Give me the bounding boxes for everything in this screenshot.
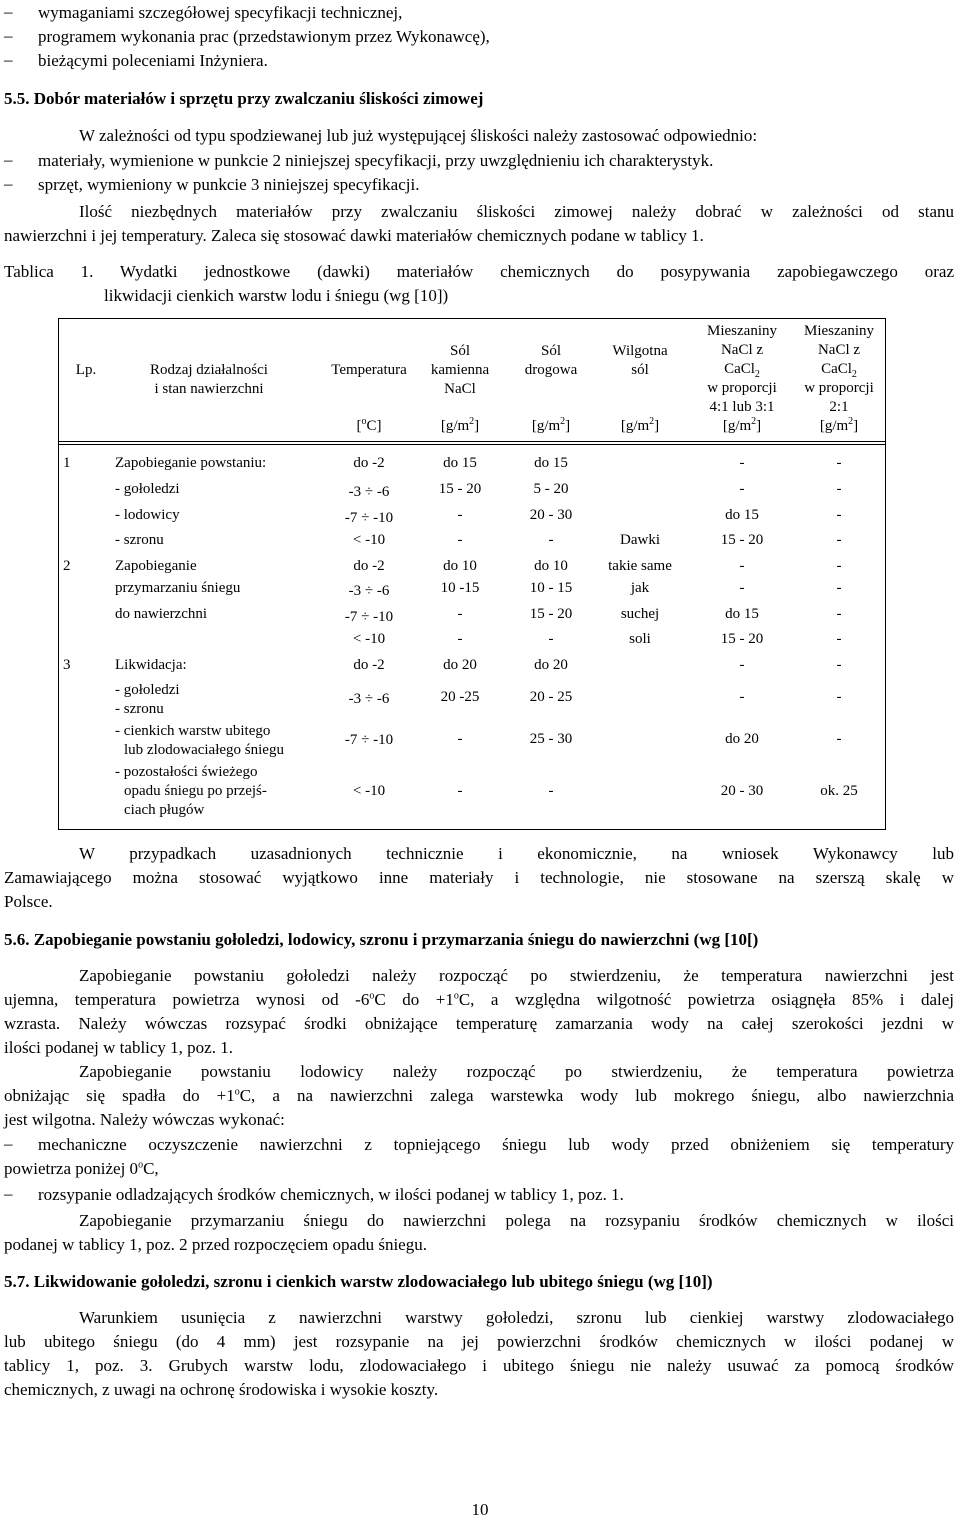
table-divider [59,444,885,445]
header-mieszaniny-4-1: Mieszaniny NaCl z CaCl$_2$ w proporcji 4:1 lub 3:1 [707,323,777,415]
dash-marker: – [4,150,13,169]
cell-mix2: - [836,507,842,523]
cell-mix1: 20 - 30 [720,783,764,799]
cell-temp: -7 ÷ -10 [344,510,394,526]
cell-sol-drogowa: do 20 [534,657,568,673]
paragraph-line: W zależności od typu spodziewanej lub już występującej śliskości należy zastosować odpowiednio: [79,126,758,145]
paragraph-line: Ilość niezbędnych materiałów przy zwalczaniu śliskości zimowej należy dobrać w zależności od stanu [79,202,954,221]
cell-sol-drogowa: - [548,532,554,548]
cell-mix1: - [739,481,745,497]
row-label: - lodowicy [115,507,180,523]
cell-sol-kamienna: - [457,731,463,747]
header-temp-unit: [$^o$C] [356,416,382,434]
bullet-text: sprzęt, wymieniony w punkcie 3 niniejszej specyfikacji. [38,175,420,194]
cell-mix1: - [739,657,745,673]
bullet-text: programem wykonania prac (przedstawionym przez Wykonawcę), [38,27,490,46]
cell-sol-drogowa: 20 - 30 [529,507,573,523]
bullet-text: rozsypanie odladzających środków chemicznych, w ilości podanej w tablicy 1, poz. 1. [38,1185,624,1204]
cell-temp: -3 ÷ -6 [348,484,390,500]
paragraph-line: Zamawiającego można stosować wyjątkowo inne materiały i technologie, nie stosowane na szerszą skalę w [4,868,954,887]
cell-sol-drogowa: do 15 [534,455,568,471]
cell-mix2: - [836,558,842,574]
section-heading: 5.7. Likwidowanie gołoledzi, szronu i cienkich warstw zlodowaciałego lub ubitego śniegu (wg [10]) [4,1272,713,1291]
cell-temp: -7 ÷ -10 [344,732,394,748]
cell-mix1: do 20 [725,731,759,747]
cell-sol-kamienna: - [457,507,463,523]
table-caption: Tablica 1. Wydatki jednostkowe (dawki) materiałów chemicznych do posypywania zapobiegawczego oraz [4,262,954,281]
cell-mix2: - [836,731,842,747]
cell-mix2: - [836,606,842,622]
cell-sol-kamienna: do 20 [443,657,477,673]
cell-wilgotna-sol: takie same [608,558,672,574]
table-caption: likwidacji cienkich warstw lodu i śniegu (wg [10]) [104,286,449,305]
cell-sol-kamienna: - [457,783,463,799]
paragraph-line: ujemna, temperatura powietrza wynosi od -6$^o$C do $+1^oC$, a względna wilgotność powietrza osiągnęła 85% i dalej [4,990,954,1009]
cell-temp: < -10 [352,532,386,548]
cell-sol-kamienna: 15 - 20 [438,481,482,497]
cell-mix2: - [836,481,842,497]
cell-mix1: 15 - 20 [720,631,764,647]
cell-temp: do -2 [353,558,385,574]
cell-mix1: - [739,455,745,471]
cell-sol-kamienna: - [457,532,463,548]
paragraph-line: Polsce. [4,892,53,911]
header-lp: Lp. [75,362,97,378]
dash-marker: – [4,50,13,69]
cell-sol-drogowa: 25 - 30 [529,731,573,747]
cell-mix1: do 15 [725,507,759,523]
cell-sol-kamienna: 20 -25 [440,689,480,705]
dash-marker: – [4,174,13,193]
paragraph-line: lub ubitego śniegu (do 4 mm) jest rozsypanie na jej powierzchni środków chemicznych w ilości podanej w [4,1332,954,1351]
cell-mix2: ok. 25 [820,783,858,799]
paragraph-line: podanej w tablicy 1, poz. 2 przed rozpoczęciem opadu śniegu. [4,1235,427,1254]
cell-mix2: - [836,455,842,471]
cell-wilgotna-sol: jak [630,580,650,596]
row-label: Zapobieganie powstaniu: [115,455,267,471]
cell-lp: 3 [63,657,71,673]
row-label: przymarzaniu śniegu [115,580,241,596]
cell-sol-kamienna: - [457,631,463,647]
paragraph-line: nawierzchni i jej temperatury. Zaleca się stosować dawki materiałów chemicznych podane w tablicy 1. [4,226,704,245]
header-unit: $[g/m^2]$ [722,416,762,434]
header-rodzaj: Rodzaj działalności i stan nawierzchni [150,362,268,397]
cell-wilgotna-sol: suchej [620,606,660,622]
cell-mix2: - [836,657,842,673]
table-divider [59,441,885,442]
header-sol-drogowa: Sól drogowa [524,343,578,378]
cell-temp: < -10 [352,631,386,647]
paragraph-line: wzrasta. Należy wówczas rozsypać środki obniżające temperaturę zamarzania wody na całej szerokości jezdni w [4,1014,954,1033]
paragraph-line: Warunkiem usunięcia z nawierzchni warstwy gołoledzi, szronu lub cienkiej warstwy zlodowaciałego [79,1308,954,1327]
bullet-text: bieżącymi poleceniami Inżyniera. [38,51,268,70]
header-unit: $[g/m^2]$ [620,416,660,434]
row-label: - cienkich warstw ubitego lub zlodowaciałego śniegu [115,723,284,758]
row-label: - gołoledzi [115,481,180,497]
cell-sol-drogowa: do 10 [534,558,568,574]
row-label: - gołoledzi - szronu [115,682,180,717]
header-mieszaniny-2-1: Mieszaniny NaCl z CaCl$_2$ w proporcji 2:1 [804,323,874,415]
cell-temp: do -2 [353,455,385,471]
cell-wilgotna-sol: Dawki [620,532,660,548]
header-temperatura: Temperatura [331,362,407,378]
row-label: do nawierzchni [115,606,208,622]
row-label: Zapobieganie [115,558,197,574]
header-sol-kamienna: Sól kamienna NaCl [430,343,490,397]
header-unit: $[g/m^2]$ [531,416,571,434]
cell-temp: -7 ÷ -10 [344,609,394,625]
cell-sol-drogowa: - [548,631,554,647]
paragraph-line: jest wilgotna. Należy wówczas wykonać: [4,1110,285,1129]
bullet-text: materiały, wymienione w punkcie 2 niniejszej specyfikacji, przy uwzględnieniu ich charakterystyk. [38,151,714,170]
dash-marker: – [4,26,13,45]
bullet-text: wymaganiami szczegółowej specyfikacji technicznej, [38,3,403,22]
row-label: - pozostałości świeżego opadu śniegu po przejś- ciach pługów [115,764,267,818]
section-heading: 5.5. Dobór materiałów i sprzętu przy zwalczaniu śliskości zimowej [4,89,484,108]
cell-temp: < -10 [352,783,386,799]
paragraph-line: W przypadkach uzasadnionych technicznie i ekonomicznie, na wniosek Wykonawcy lub [79,844,954,863]
cell-sol-kamienna: do 10 [443,558,477,574]
cell-wilgotna-sol: soli [629,631,651,647]
cell-sol-drogowa: 5 - 20 [533,481,569,497]
dash-marker: – [4,1134,13,1153]
page-number: 10 [471,1500,489,1519]
header-unit: $[g/m^2]$ [440,416,480,434]
cell-mix1: - [739,689,745,705]
cell-mix1: 15 - 20 [720,532,764,548]
cell-sol-kamienna: 10 -15 [440,580,480,596]
dash-marker: – [4,1184,13,1203]
paragraph-line: Zapobieganie przymarzaniu śniegu do nawierzchni polega na rozsypaniu środków chemicznych w ilości [79,1211,954,1230]
paragraph-line: obniżając się spadła do $+1^oC$, a na nawierzchni zalega warstewka wody lub mokrego śniegu, albo nawierzchnia [4,1086,954,1105]
section-heading: 5.6. Zapobieganie powstaniu gołoledzi, lodowicy, szronu i przymarzania śniegu do nawierzchni (wg [10[) [4,930,759,949]
cell-sol-kamienna: do 15 [443,455,477,471]
cell-temp: do -2 [353,657,385,673]
dash-marker: – [4,2,13,21]
cell-mix2: - [836,532,842,548]
dosage-table [58,318,886,830]
row-label: Likwidacja: [115,657,187,673]
bullet-text: mechaniczne oczyszczenie nawierzchni z topniejącego śniegu lub wody przed obniżeniem się temperatury [38,1135,954,1154]
cell-lp: 1 [63,455,71,471]
cell-temp: -3 ÷ -6 [348,583,390,599]
cell-lp: 2 [63,558,71,574]
paragraph-line: tablicy 1, poz. 3. Grubych warstw lodu, zlodowaciałego i ubitego śniegu nie należy usuwać za pomocą środków [4,1356,954,1375]
cell-mix1: - [739,580,745,596]
cell-mix1: - [739,558,745,574]
header-unit: $[g/m^2]$ [819,416,859,434]
cell-sol-drogowa: 10 - 15 [529,580,573,596]
cell-sol-drogowa: 15 - 20 [529,606,573,622]
cell-sol-drogowa: - [548,783,554,799]
paragraph-line: Zapobieganie powstaniu lodowicy należy rozpocząć po stwierdzeniu, że temperatura powietrza [79,1062,954,1081]
cell-sol-drogowa: 20 - 25 [529,689,573,705]
cell-sol-kamienna: - [457,606,463,622]
paragraph-line: Zapobieganie powstaniu gołoledzi należy rozpocząć po stwierdzeniu, że temperatura nawierzchni jest [79,966,954,985]
header-wilgotna-sol: Wilgotna sól [612,343,668,378]
paragraph-line: chemicznych, z uwagi na ochronę środowiska i wysokie koszty. [4,1380,439,1399]
cell-mix2: - [836,631,842,647]
cell-mix2: - [836,580,842,596]
row-label: - szronu [115,532,164,548]
cell-mix1: do 15 [725,606,759,622]
paragraph-line: ilości podanej w tablicy 1, poz. 1. [4,1038,233,1057]
cell-temp: -3 ÷ -6 [348,691,390,707]
cell-mix2: - [836,689,842,705]
bullet-text: powietrza poniżej 0$^o$C, [4,1159,159,1178]
